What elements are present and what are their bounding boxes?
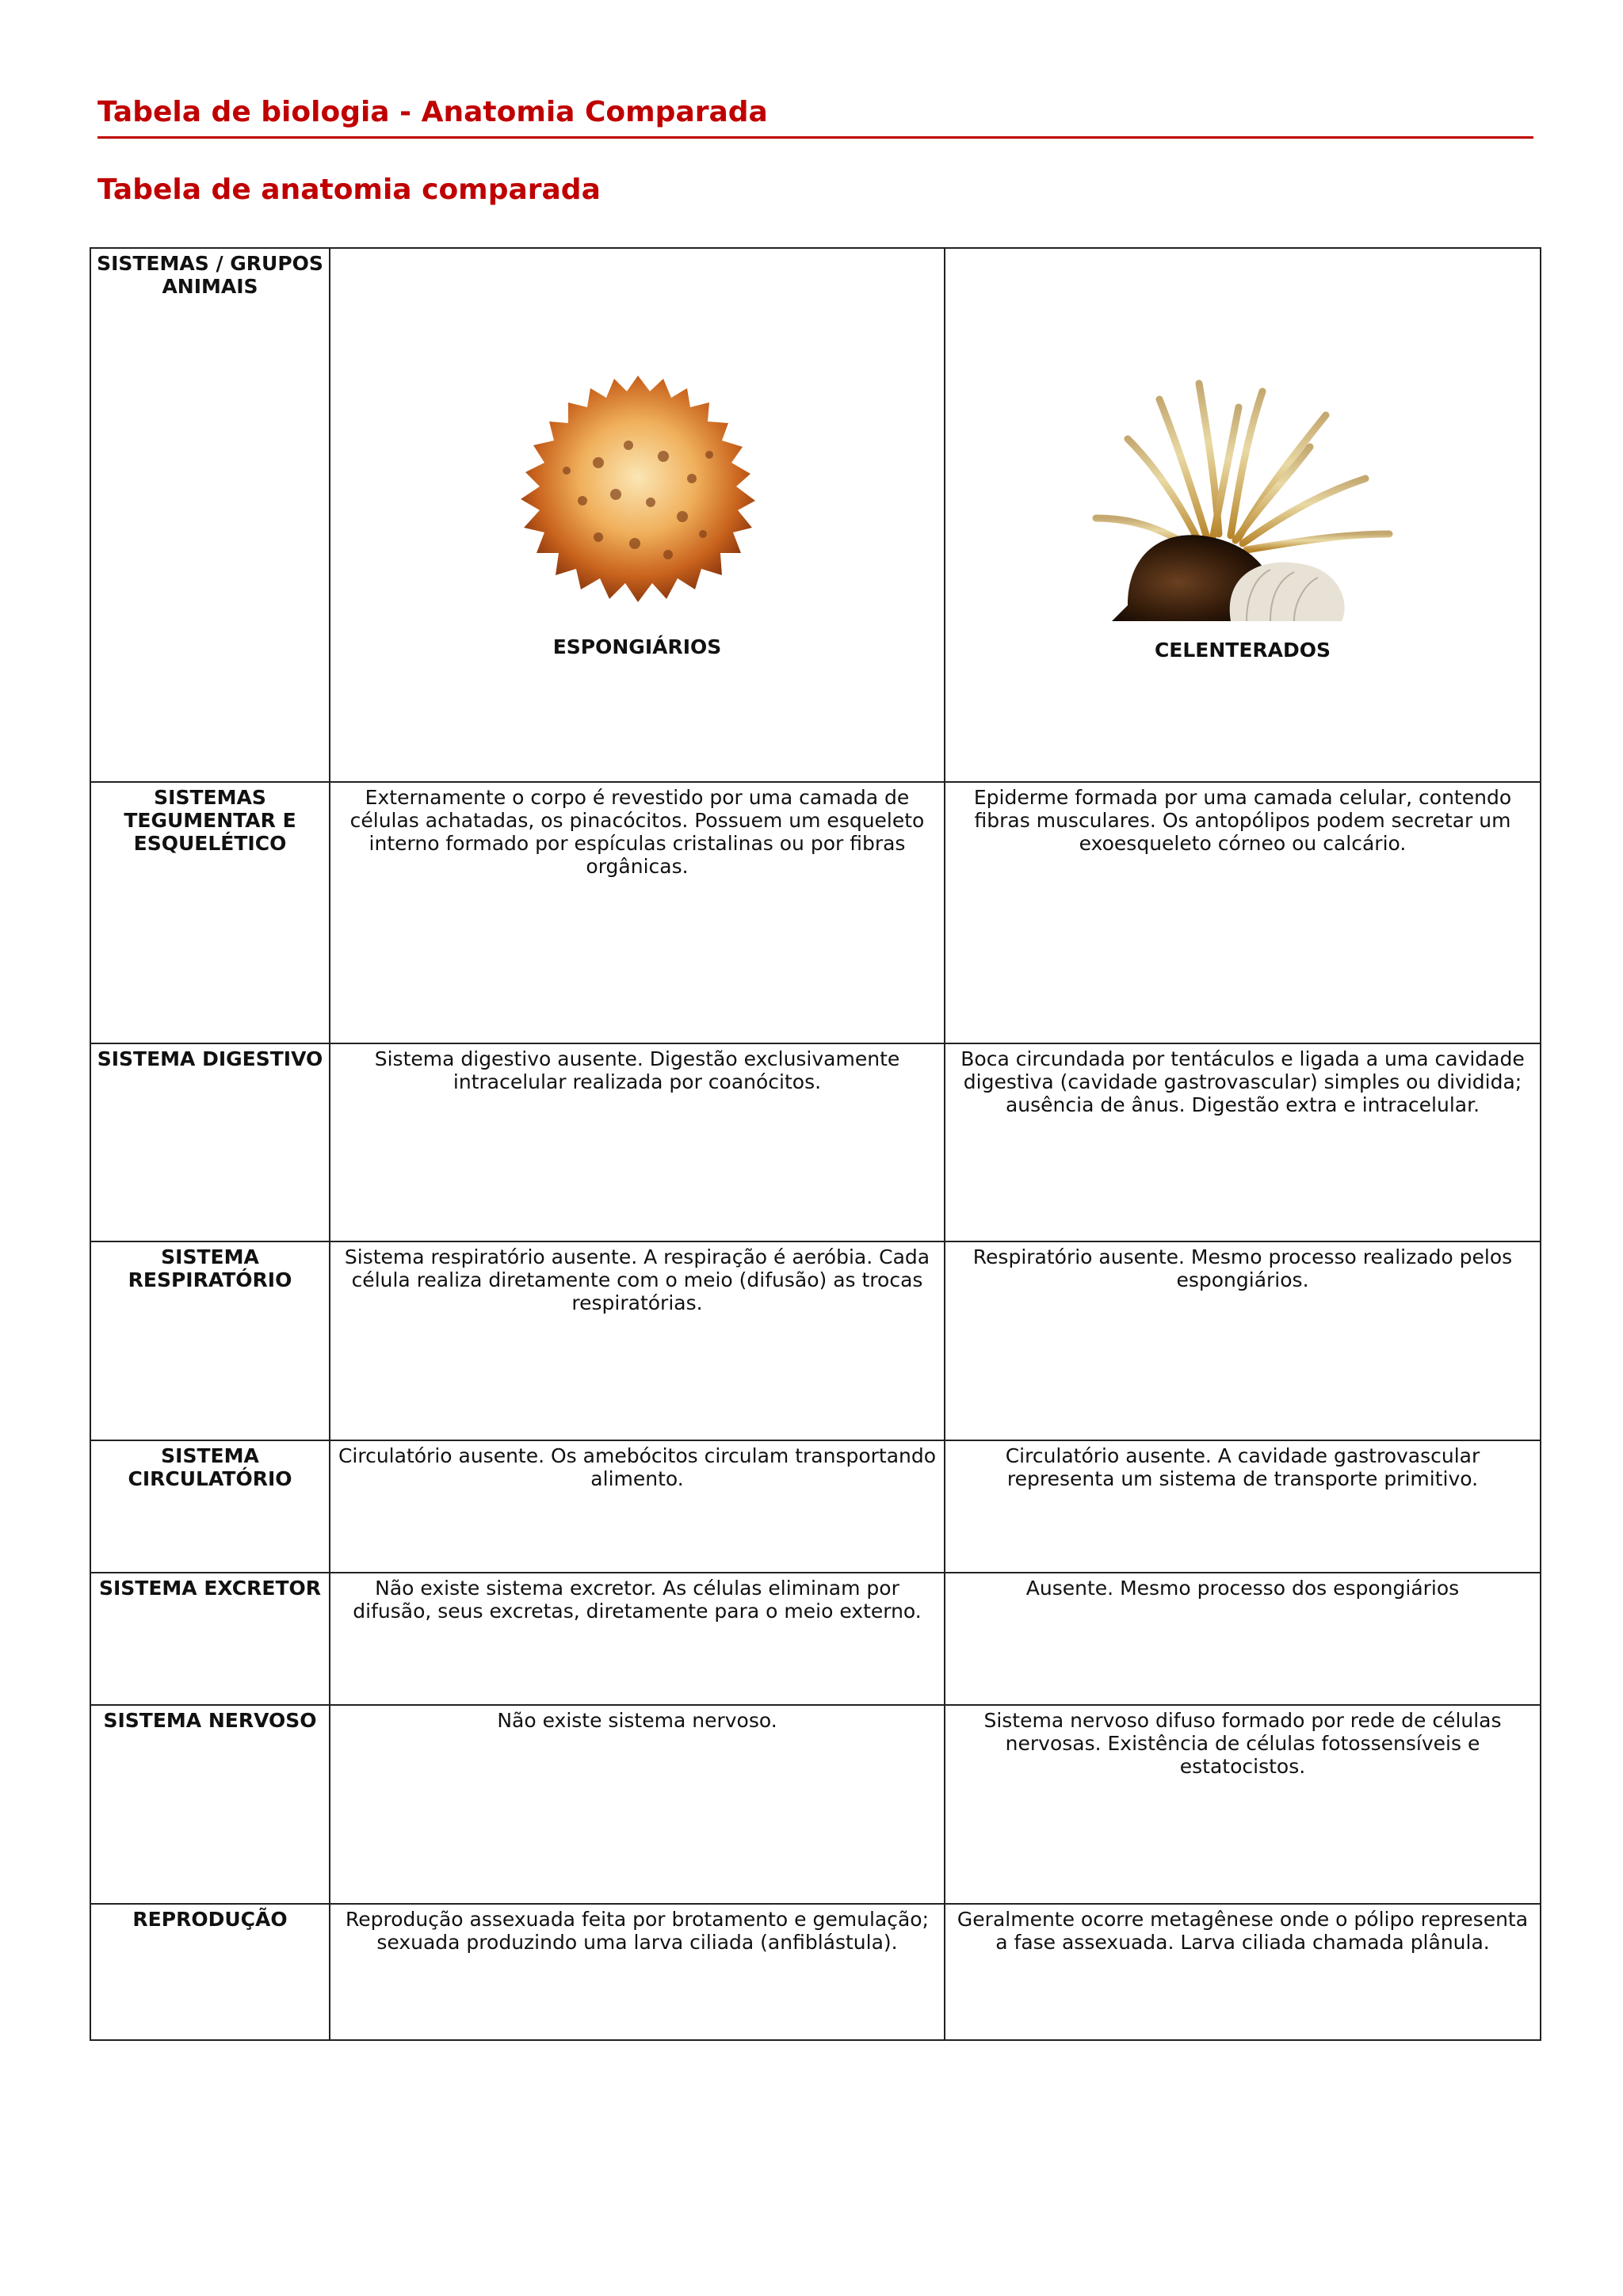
header-systems-label: SISTEMAS / GRUPOS ANIMAIS: [90, 248, 330, 782]
header-group-esponjiarios: [330, 248, 945, 782]
group-name-celenterados: CELENTERADOS: [1154, 639, 1331, 662]
system-label: SISTEMAS TEGUMENTAR E ESQUELÉTICO: [90, 782, 330, 1043]
header-group-celenterados: [945, 248, 1541, 782]
table-row: [90, 1573, 1541, 1705]
table-row: [90, 1043, 1541, 1241]
anatomy-comparison-table: [90, 247, 1541, 2041]
cell-celenterados: Ausente. Mesmo processo dos espongiários: [945, 1573, 1541, 1705]
table-row: [90, 1440, 1541, 1573]
cell-esponjiarios: Reprodução assexuada feita por brotamento e gemulação; sexuada produzindo uma larva ciliada (anfiblástula).: [330, 1904, 945, 2040]
cell-celenterados: Sistema nervoso difuso formado por rede de células nervosas. Existência de células fotossensíveis e estatocistos.: [945, 1705, 1541, 1904]
cell-esponjiarios: Circulatório ausente. Os amebócitos circulam transportando alimento.: [330, 1440, 945, 1573]
cell-celenterados: Boca circundada por tentáculos e ligada a uma cavidade digestiva (cavidade gastrovascular) simples ou dividida; ausência de ânus. Digestão extra e intracelular.: [945, 1043, 1541, 1241]
table-row: [90, 1241, 1541, 1440]
system-label: SISTEMA CIRCULATÓRIO: [90, 1440, 330, 1573]
group-name-esponjiarios: ESPONGIÁRIOS: [552, 635, 722, 658]
section-title: Tabela de anatomia comparada: [97, 174, 601, 206]
cell-esponjiarios: Sistema respiratório ausente. A respiração é aeróbia. Cada célula realiza diretamente com o meio (difusão) as trocas respiratórias.: [330, 1241, 945, 1440]
system-label: REPRODUÇÃO: [90, 1904, 330, 2040]
table-row: [90, 1904, 1541, 2040]
system-label: SISTEMA NERVOSO: [90, 1705, 330, 1904]
sponge-illustration-icon: [487, 368, 789, 621]
cell-celenterados: Respiratório ausente. Mesmo processo realizado pelos espongiários.: [945, 1241, 1541, 1440]
sea-anemone-illustration-icon: [1080, 368, 1413, 637]
cell-esponjiarios: Não existe sistema excretor. As células eliminam por difusão, seus excretas, diretamente para o meio externo.: [330, 1573, 945, 1705]
cell-celenterados: Geralmente ocorre metagênese onde o pólipo representa a fase assexuada. Larva ciliada chamada plânula.: [945, 1904, 1541, 2040]
table-header-row: [90, 248, 1541, 782]
cell-celenterados: Circulatório ausente. A cavidade gastrovascular representa um sistema de transporte primitivo.: [945, 1440, 1541, 1573]
system-label: SISTEMA RESPIRATÓRIO: [90, 1241, 330, 1440]
document-title: Tabela de biologia - Anatomia Comparada: [97, 95, 1533, 139]
cell-esponjiarios: Não existe sistema nervoso.: [330, 1705, 945, 1904]
system-label: SISTEMA EXCRETOR: [90, 1573, 330, 1705]
cell-celenterados: Epiderme formada por uma camada celular, contendo fibras musculares. Os antopólipos podem secretar um exoesqueleto córneo ou calcário.: [945, 782, 1541, 1043]
table-row: [90, 782, 1541, 1043]
system-label: SISTEMA DIGESTIVO: [90, 1043, 330, 1241]
table-row: [90, 1705, 1541, 1904]
cell-esponjiarios: Externamente o corpo é revestido por uma camada de células achatadas, os pinacócitos. Possuem um esqueleto interno formado por espículas cristalinas ou por fibras orgânicas.: [330, 782, 945, 1043]
cell-esponjiarios: Sistema digestivo ausente. Digestão exclusivamente intracelular realizada por coanócitos.: [330, 1043, 945, 1241]
